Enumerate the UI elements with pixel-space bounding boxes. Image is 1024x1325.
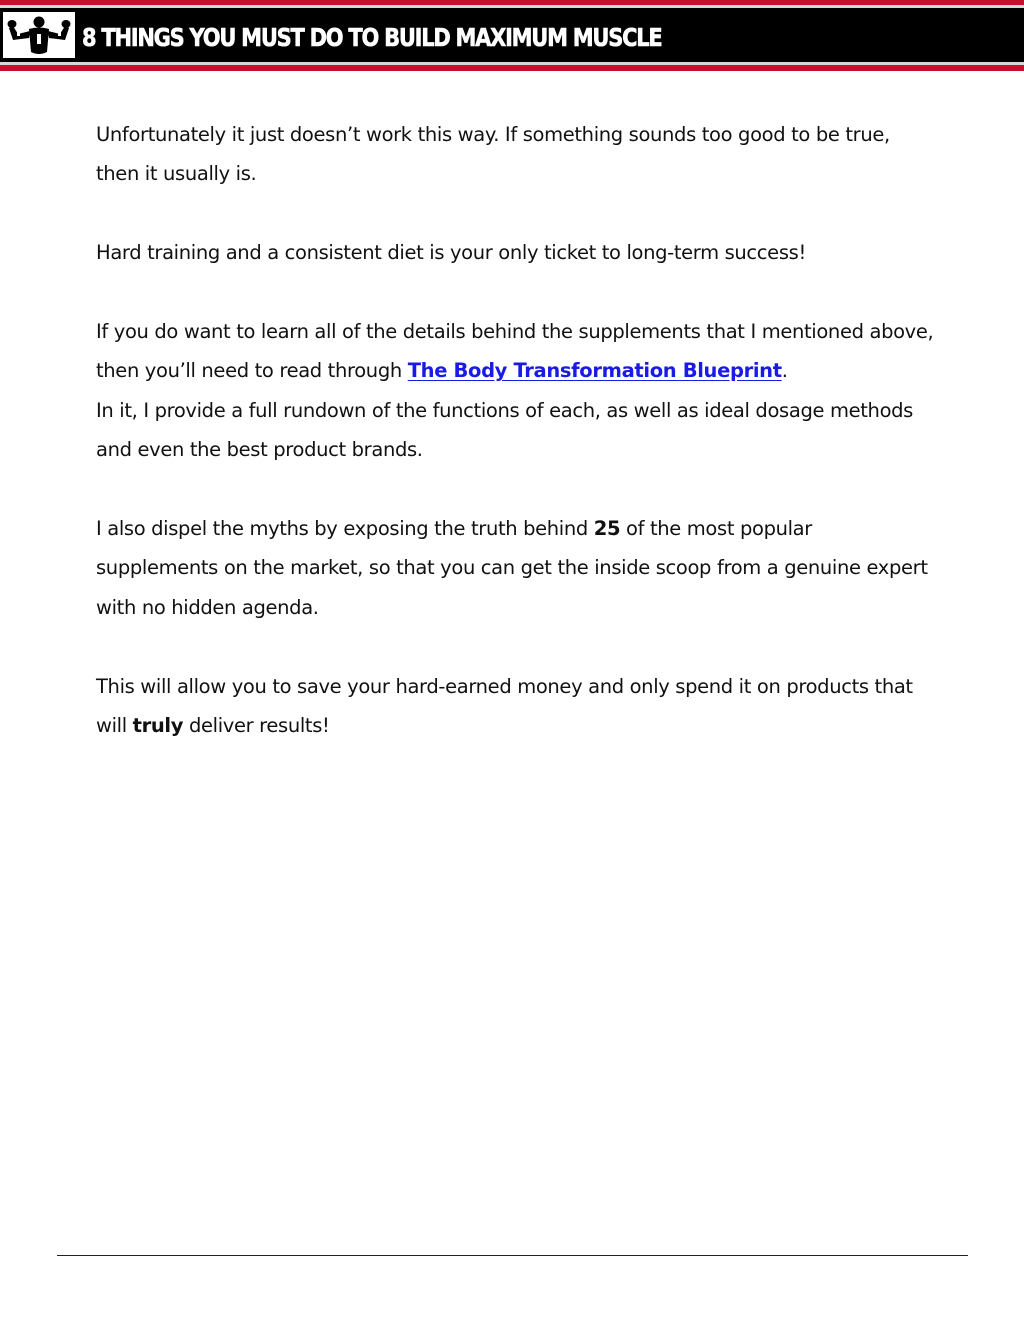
paragraph-3-text-before-link: If you do want to learn all of the details behind the supplements that I mentioned above, then you’ll need to read through [96,320,934,383]
paragraph-3-text-after-link: . [781,359,788,383]
document-body [96,115,936,785]
footer-divider [57,1255,968,1256]
paragraph-4 [96,509,936,627]
blueprint-link[interactable]: The Body Transformation Blueprint [407,359,782,383]
page-header [0,0,1024,72]
paragraph-5-text-before-bold: This will allow you to save your hard-earned money and only spend it on products that will [96,674,913,738]
supplement-count: 25 [593,517,621,541]
paragraph-5-text-after-bold: deliver results! [183,714,330,738]
paragraph-1: Unfortunately it just doesn’t work this way. If something sounds too good to be true, then it usually is. [96,123,890,186]
paragraph-4-text-after-bold: of the most popular supplements on the market, so that you can get the inside scoop from a genuine expert with no hidden agenda. [96,517,928,619]
paragraph-5 [96,667,936,746]
emphasis-truly: truly [132,714,184,738]
document-title: 8 THINGS YOU MUST DO TO BUILD MAXIMUM MUSCLE [82,23,662,52]
header-bottom-red-rule [0,65,1024,71]
paragraph-3-continuation: In it, I provide a full rundown of the functions of each, as well as ideal dosage methods and even the best product brands. [96,398,913,462]
paragraph-3 [96,312,936,470]
paragraph-2: Hard training and a consistent diet is your only ticket to long-term success! [96,241,806,265]
paragraph-4-text-before-bold: I also dispel the myths by exposing the truth behind [96,517,594,541]
flexing-bodybuilder-logo-icon [3,12,75,58]
